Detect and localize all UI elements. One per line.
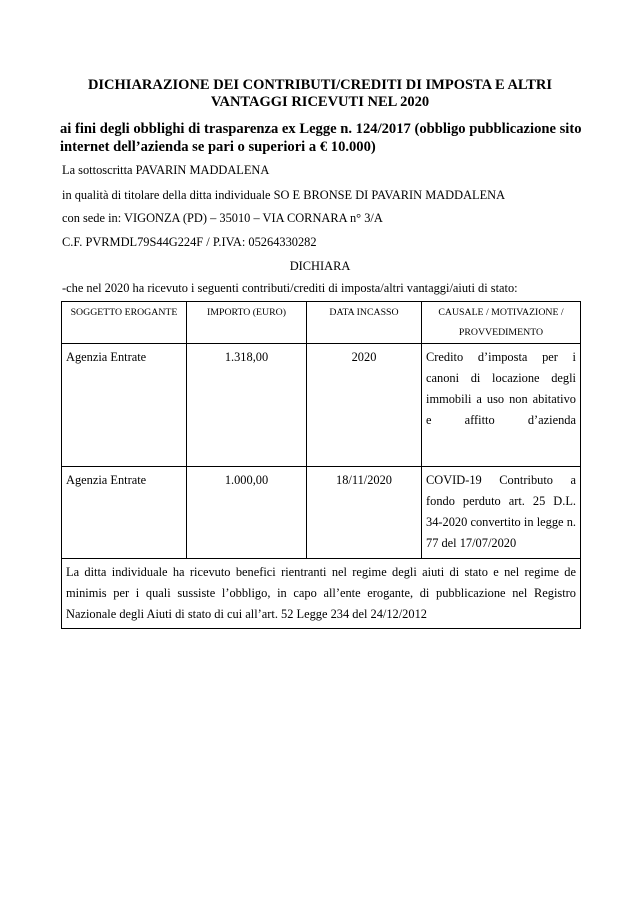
header-causale: CAUSALE / MOTIVAZIONE / PROVVEDIMENTO (422, 302, 581, 344)
header-importo: IMPORTO (EURO) (187, 302, 307, 344)
table-header-row (62, 302, 581, 344)
role-line: in qualità di titolare della ditta individuale SO E BRONSE DI PAVARIN MADDALENA (62, 188, 506, 202)
contributions-table (61, 301, 581, 629)
intro-line: -che nel 2020 ha ricevuto i seguenti contributi/crediti di imposta/altri vantaggi/aiuti di stato: (62, 281, 518, 295)
cell-data: 2020 (307, 344, 422, 467)
document-subtitle: ai fini degli obblighi di trasparenza ex Legge n. 124/2017 (obbligo pubblicazione sito internet dell’azienda se pari o superiori a € 10.000) (60, 121, 582, 155)
cell-causale: Credito d’imposta per i canoni di locazione degli immobili a uso non abitativo e affitto d’azienda (422, 344, 581, 467)
table-row (62, 467, 581, 559)
header-data: DATA INCASSO (307, 302, 422, 344)
declares-heading: DICHIARA (289, 259, 351, 273)
document-title: DICHIARAZIONE DEI CONTRIBUTI/CREDITI DI IMPOSTA E ALTRI VANTAGGI RICEVUTI NEL 2020 (87, 77, 553, 110)
cell-soggetto: Agenzia Entrate (62, 344, 187, 467)
address-line: con sede in: VIGONZA (PD) – 35010 – VIA CORNARA n° 3/A (62, 211, 383, 225)
table-note-row (62, 559, 581, 629)
table-row (62, 344, 581, 467)
state-aid-note: La ditta individuale ha ricevuto benefici rientranti nel regime degli aiuti di stato e nel regime de minimis per i quali sussiste l’obbligo, in capo all’ente erogante, di pubblicazione nel Registro Nazionale degli Aiuti di stato di cui all’art. 52 Legge 234 del 24/12/2012 (62, 559, 581, 629)
header-soggetto: SOGGETTO EROGANTE (62, 302, 187, 344)
cell-importo: 1.318,00 (187, 344, 307, 467)
signatory-line: La sottoscritta PAVARIN MADDALENA (62, 163, 270, 177)
cell-importo: 1.000,00 (187, 467, 307, 559)
cell-soggetto: Agenzia Entrate (62, 467, 187, 559)
tax-ids-line: C.F. PVRMDL79S44G224F / P.IVA: 05264330282 (62, 235, 317, 249)
cell-data: 18/11/2020 (307, 467, 422, 559)
cell-causale: COVID-19 Contributo a fondo perduto art. 25 D.L. 34-2020 convertito in legge n. 77 del 17/07/2020 (422, 467, 581, 559)
